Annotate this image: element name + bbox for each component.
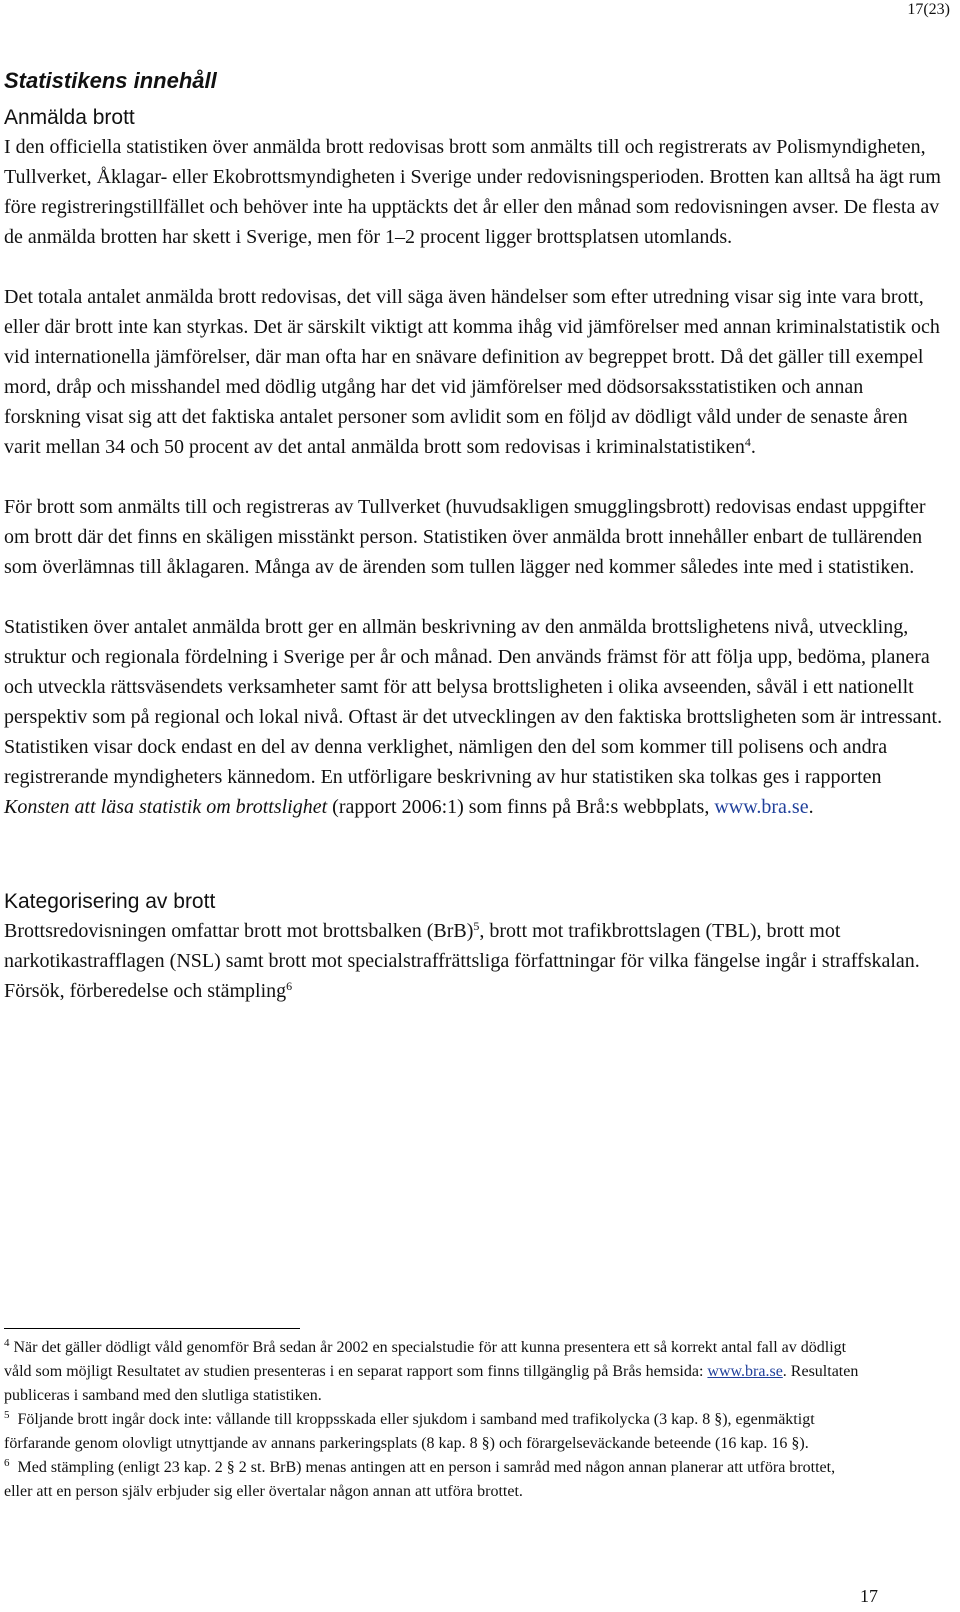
footnote-number-6: 6 — [4, 1457, 10, 1469]
footnote-5 — [4, 1408, 864, 1456]
footnote-number-5: 5 — [4, 1409, 10, 1421]
bra-website-link[interactable]: www.bra.se — [714, 796, 809, 818]
footnote-4 — [4, 1336, 864, 1408]
footnote-number-4: 4 — [4, 1337, 10, 1349]
paragraph-2-end: . — [750, 436, 756, 458]
paragraph-kategorisering — [4, 916, 944, 1006]
footnote-5-text: Följande brott ingår dock inte: vållande till kroppsskada eller sjukdom i samband med trafikolycka (3 kap. 8 §), egenmäktigt förfarande genom olovligt utnyttjande av annans parkeringsplats (8 kap. 8 §) och förargelseväckande beteende (16 kap. 16 §). — [4, 1411, 815, 1452]
footnote-6-text: Med stämpling (enligt 23 kap. 2 § 2 st. BrB) menas antingen att en person i samråd med någon annan planerar att utföra brottet, eller att en person själv erbjuder sig eller övertalar någon annan att utföra brottet. — [4, 1459, 836, 1500]
kategorisering-text-1: Brottsredovisningen omfattar brott mot brottsbalken (BrB) — [4, 920, 474, 942]
paragraph-2-text: Det totala antalet anmälda brott redovisas, det vill säga även händelser som efter utredning visar sig inte vara brott, eller där brott inte kan styrkas. Det är särskilt viktigt att komma ihåg vid jämförelser med annan kriminalstatistik och vid internationella jämförelser, där man ofta har en snävare definition av begreppet brott. Då det gäller till exempel mord, dråp och misshandel med dödlig utgång har det vid jämförelser med dödsorsaksstatistiken och annan forskning visat sig att det faktiska antalet personer som avlidit som en följd av dödligt våld under de senaste åren varit mellan 34 och 50 procent av det antal anmälda brott som redovisas i kriminalstatistiken — [4, 286, 940, 458]
footnote-6 — [4, 1456, 864, 1504]
paragraph-4 — [4, 612, 944, 822]
paragraph-2 — [4, 282, 944, 462]
paragraph-4-text: Statistiken över antalet anmälda brott ger en allmän beskrivning av den anmälda brottslighetens nivå, utveckling, struktur och regionala fördelning i Sverige per år och månad. Den används främst för att följa upp, bedöma, planera och utveckla rättsväsendets verksamheter samt för att belysa brottsligheten i olika avseenden, såväl i ett nationellt perspektiv som på regional och lokal nivå. Oftast är det utvecklingen av den faktiska brottsligheten som är intressant. Statistiken visar dock endast en del av denna verklighet, nämligen den del som kommer till polisens och andra registrerande myndigheters kännedom. En utförligare beskrivning av hur statistiken ska tolkas ges i rapporten — [4, 616, 943, 788]
document-body — [4, 66, 944, 1006]
page-title: Statistikens innehåll — [4, 68, 217, 93]
paragraph-3: För brott som anmälts till och registreras av Tullverket (huvudsakligen smugglingsbrott) redovisas endast uppgifter om brott där det finns en skäligen misstänkt person. Statistiken över anmälda brott innehåller enbart de tullärenden som överlämnas till åklagaren. Många av de ärenden som tullen lägger ned kommer således inte med i statistiken. — [4, 496, 926, 578]
footnote-ref-5[interactable]: 5 — [473, 919, 480, 933]
page-indicator-top: 17(23) — [907, 1, 950, 18]
paragraph-4-end: . — [808, 796, 814, 818]
footnote-4-text-after: . Resultaten publiceras i samband med den slutliga statistiken. — [4, 1363, 859, 1404]
footnote-ref-6[interactable]: 6 — [286, 979, 293, 993]
footnote-separator — [4, 1328, 300, 1329]
page-number-bottom: 17 — [860, 1586, 878, 1606]
footnote-4-link[interactable]: www.bra.se — [707, 1363, 783, 1380]
paragraph-4-after-title: (rapport 2006:1) som finns på Brå:s webbplats, — [332, 796, 710, 818]
section-heading-kategorisering: Kategorisering av brott — [4, 890, 216, 913]
kategorisering-text-2: , brott mot trafikbrottslagen (TBL), brott mot narkotikastrafflagen (NSL) samt brott mot specialstraffrättsliga författningar för vilka fängelse ingår i straffskalan. Försök, förberedelse och stämpling — [4, 920, 920, 1002]
report-title: Konsten att läsa statistik om brottslighet — [4, 796, 328, 818]
footnote-ref-4[interactable]: 4 — [744, 435, 751, 449]
footnote-4-text: När det gäller dödligt våld genomför Brå sedan år 2002 en specialstudie för att kunna presentera ett så korrekt antal fall av dödligt våld som möjligt Resultatet av studien presenteras i en separat rapport som finns tillgänglig på Brås hemsida: — [4, 1339, 847, 1380]
paragraph-1: I den officiella statistiken över anmälda brott redovisas brott som anmälts till och registrerats av Polismyndigheten, Tullverket, Åklagar- eller Ekobrottsmyndigheten i Sverige under redovisningsperioden. Brotten kan alltså ha ägt rum före registreringstillfället och behöver inte ha upptäckts det år eller den månad som redovisningen avser. De flesta av de anmälda brotten har skett i Sverige, men för 1–2 procent ligger brottsplatsen utomlands. — [4, 136, 941, 248]
footnotes — [4, 1336, 864, 1504]
section-heading-anmalda-brott: Anmälda brott — [4, 106, 135, 129]
